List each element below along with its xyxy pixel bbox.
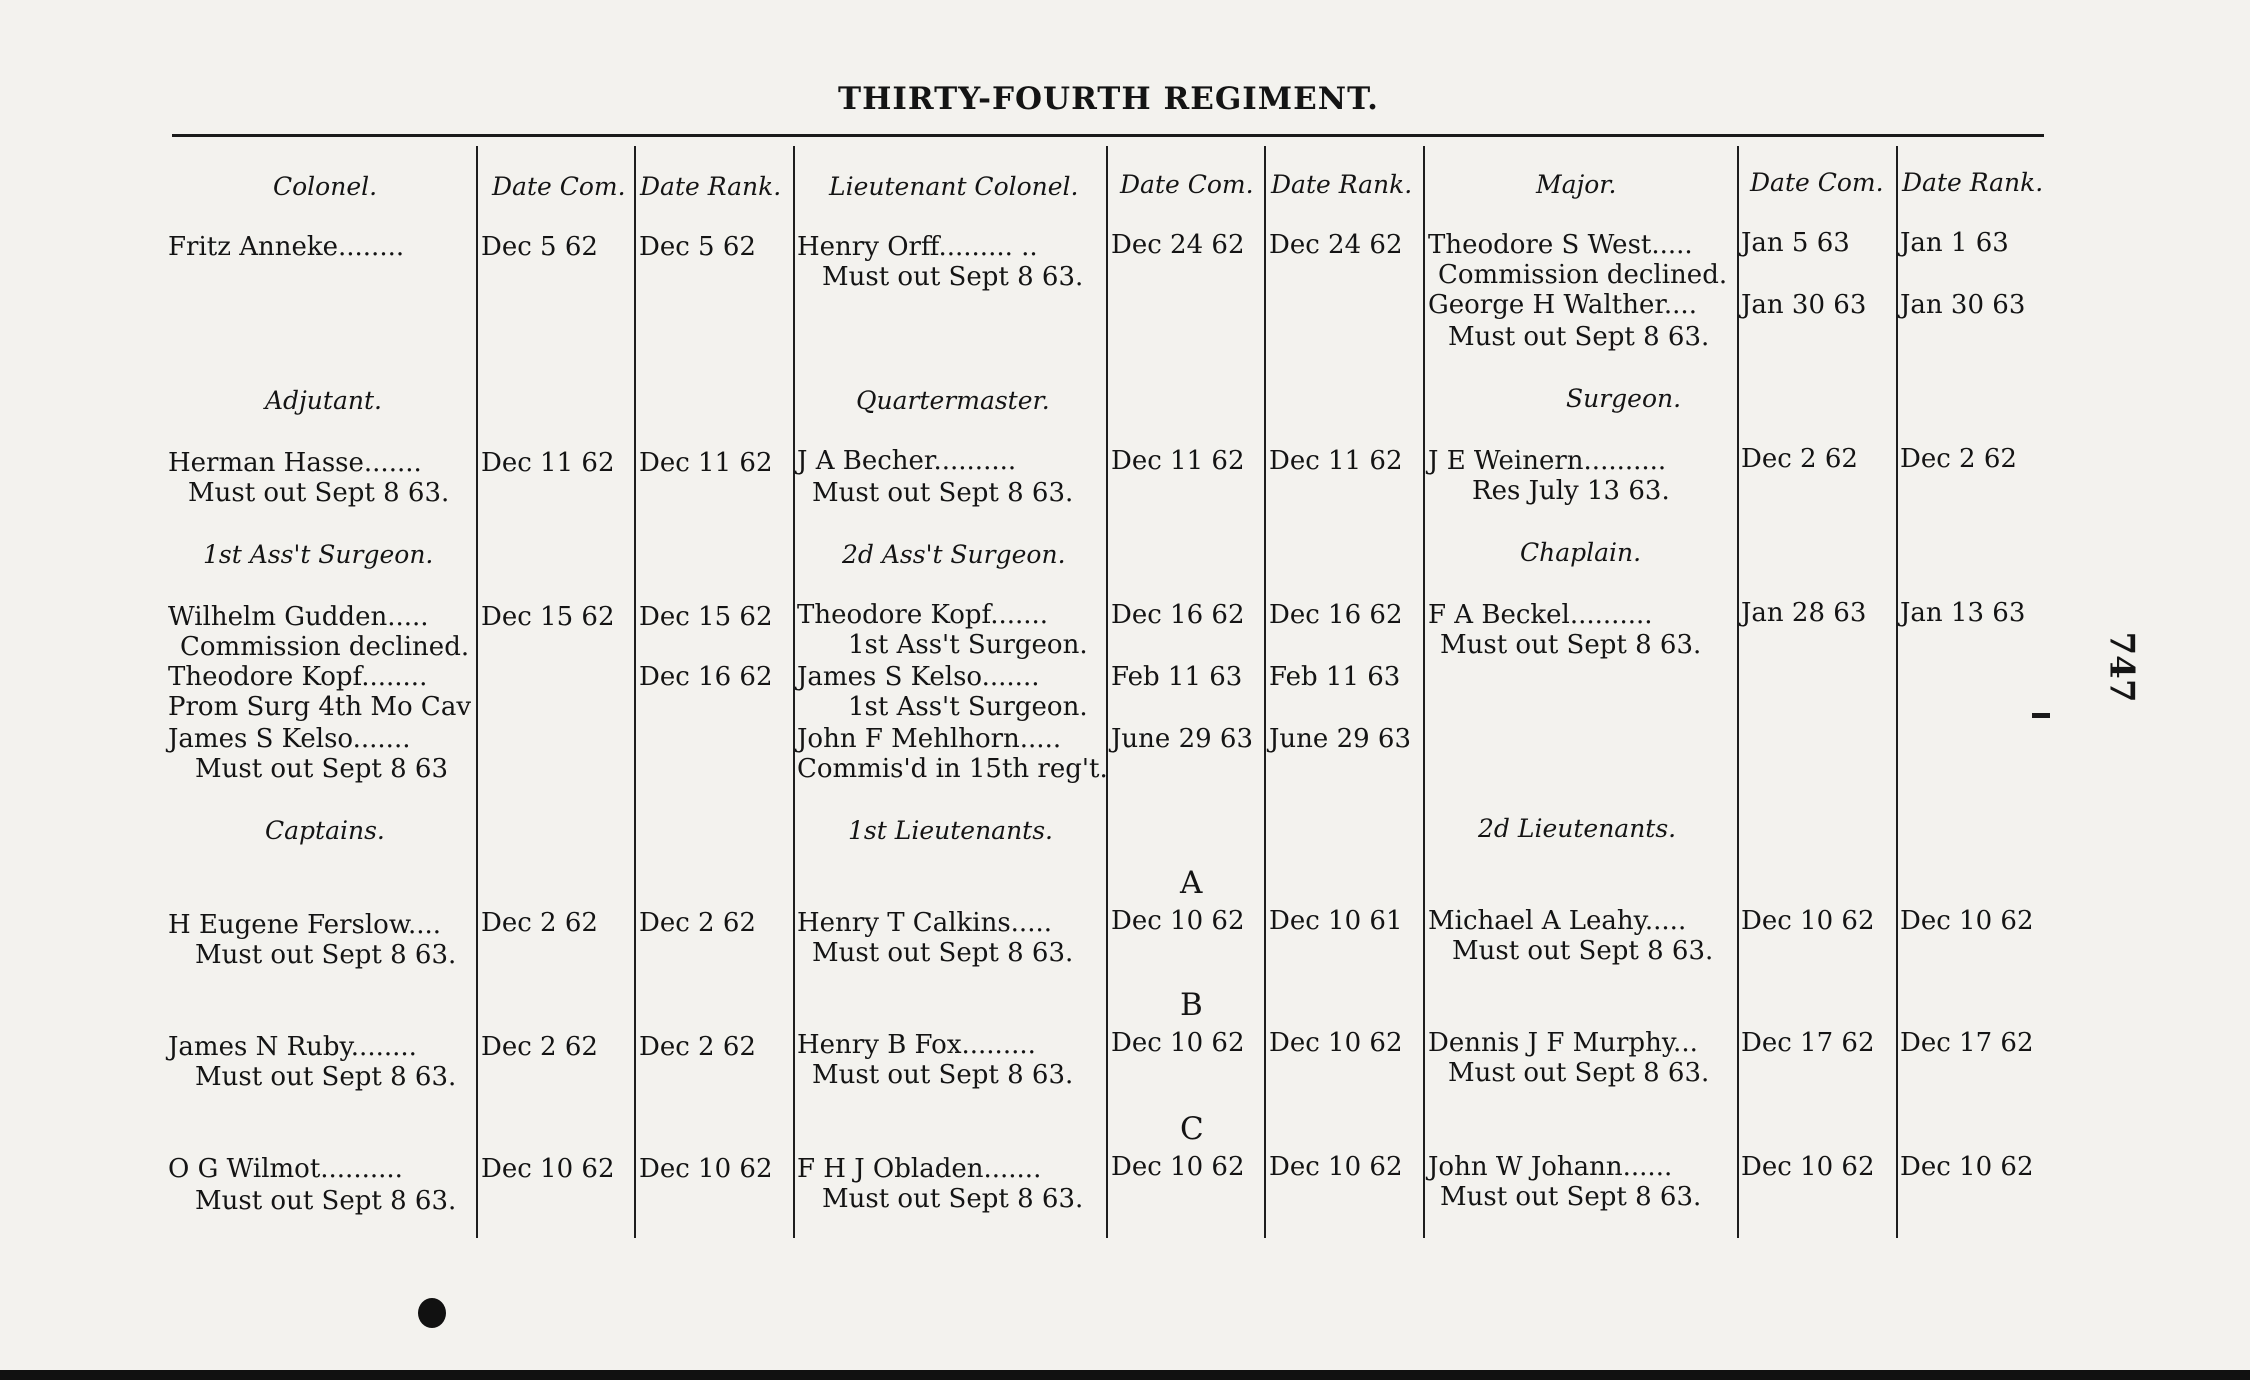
cell-date: Dec 5 62 [639,232,756,262]
cell-name: Theodore S West..... [1428,230,1693,260]
cell-name: James N Ruby........ [168,1032,417,1062]
company-letter: A [1180,865,1203,901]
cell-name: J E Weinern.......... [1428,446,1667,476]
cell-date: Dec 10 62 [1111,1152,1245,1182]
cell-name: John F Mehlhorn..... [797,724,1062,754]
cell-note: Must out Sept 8 63. [822,1184,1084,1214]
column-divider [1896,146,1898,1238]
header-chaplain: Chaplain. [1520,538,1642,567]
cell-name: George H Walther.... [1428,290,1697,320]
cell-name: Henry T Calkins..... [797,908,1052,938]
cell-date: June 29 63 [1111,724,1253,754]
cell-date: Dec 10 62 [1111,906,1245,936]
cell-date: Dec 24 62 [1269,230,1403,260]
header-colonel: Colonel. [273,172,378,201]
cell-date: Dec 2 62 [639,908,756,938]
cell-note: Must out Sept 8 63. [812,478,1074,508]
cell-note: Must out Sept 8 63. [1440,630,1702,660]
cell-note: Res July 13 63. [1472,476,1670,506]
cell-note: Must out Sept 8 63. [188,478,450,508]
cell-date: Dec 2 62 [1900,444,2017,474]
cell-date: Dec 2 62 [481,908,598,938]
header-1st-lieutenants: 1st Lieutenants. [848,816,1053,845]
header-rule [172,134,2044,137]
cell-date: Dec 10 62 [1900,1152,2034,1182]
cell-date: Dec 11 62 [1111,446,1245,476]
header-date-rank: Date Rank. [1271,170,1413,199]
ink-blot [418,1298,446,1328]
cell-note: Must out Sept 8 63. [195,940,457,970]
cell-date: Dec 2 62 [1741,444,1858,474]
cell-date: Dec 16 62 [1111,600,1245,630]
cell-date: Dec 11 62 [639,448,773,478]
cell-date: Dec 10 62 [1900,906,2034,936]
cell-note: Must out Sept 8 63 [195,754,448,784]
header-date-rank: Date Rank. [640,172,782,201]
cell-date: Jan 30 63 [1741,290,1867,320]
page-number: 747 [2101,631,2142,703]
header-lt-colonel: Lieutenant Colonel. [829,172,1079,201]
cell-date: Dec 17 62 [1900,1028,2034,1058]
cell-note: Must out Sept 8 63. [822,262,1084,292]
cell-date: Feb 11 63 [1269,662,1401,692]
cell-note: Commission declined. [1438,260,1728,290]
header-quartermaster: Quartermaster. [856,386,1050,415]
cell-date: Dec 10 62 [481,1154,615,1184]
cell-note: Must out Sept 8 63. [195,1062,457,1092]
cell-name: F A Beckel.......... [1428,600,1653,630]
cell-date: Dec 15 62 [639,602,773,632]
cell-name: Wilhelm Gudden..... [168,602,429,632]
cell-name: Theodore Kopf....... [797,600,1049,630]
cell-date: Jan 1 63 [1900,228,2009,258]
header-date-com: Date Com. [492,172,626,201]
header-2d-lieutenants: 2d Lieutenants. [1478,814,1677,843]
cell-date: June 29 63 [1269,724,1411,754]
cell-note: 1st Ass't Surgeon. [848,630,1088,660]
cell-date: Dec 10 62 [1269,1028,1403,1058]
cell-date: Dec 10 62 [639,1154,773,1184]
cell-date: Jan 5 63 [1741,228,1850,258]
cell-note: Must out Sept 8 63. [812,1060,1074,1090]
cell-date: Dec 24 62 [1111,230,1245,260]
cell-date: Dec 5 62 [481,232,598,262]
header-captains: Captains. [265,816,385,845]
cell-date: Dec 16 62 [1269,600,1403,630]
cell-date: Feb 11 63 [1111,662,1243,692]
cell-name: James S Kelso....... [168,724,411,754]
page-title: THIRTY-FOURTH REGIMENT. [838,81,1379,117]
cell-date: Dec 10 62 [1111,1028,1245,1058]
cell-name: Theodore Kopf........ [168,662,428,692]
cell-date: Dec 2 62 [481,1032,598,1062]
header-adjutant: Adjutant. [265,386,382,415]
cell-note: Must out Sept 8 63. [812,938,1074,968]
cell-date: Dec 17 62 [1741,1028,1875,1058]
header-date-com: Date Com. [1750,168,1884,197]
cell-note: Commission declined. [180,632,470,662]
page-edge [0,1370,2250,1380]
cell-date: Dec 16 62 [639,662,773,692]
cell-date: Dec 10 62 [1741,906,1875,936]
header-date-rank: Date Rank. [1902,168,2044,197]
margin-mark [2032,713,2050,718]
cell-date: Dec 15 62 [481,602,615,632]
cell-note: Must out Sept 8 63. [1448,322,1710,352]
cell-name: H Eugene Ferslow.... [168,910,442,940]
cell-note: Must out Sept 8 63. [1452,936,1714,966]
column-divider [634,146,636,1238]
cell-date: Jan 30 63 [1900,290,2026,320]
header-2d-ass-surgeon: 2d Ass't Surgeon. [842,540,1066,569]
cell-date: Dec 2 62 [639,1032,756,1062]
header-date-com: Date Com. [1120,170,1254,199]
cell-date: Dec 10 61 [1269,906,1403,936]
cell-name: James S Kelso....... [797,662,1040,692]
column-divider [1106,146,1108,1238]
cell-note: Prom Surg 4th Mo Cav [168,692,472,722]
cell-date: Dec 11 62 [481,448,615,478]
company-letter: B [1180,987,1203,1023]
cell-date: Dec 10 62 [1741,1152,1875,1182]
cell-name: O G Wilmot.......... [168,1154,403,1184]
cell-date: Dec 10 62 [1269,1152,1403,1182]
company-letter: C [1180,1111,1204,1147]
cell-name: Henry B Fox......... [797,1030,1036,1060]
header-surgeon: Surgeon. [1566,384,1682,413]
cell-note: Must out Sept 8 63. [1448,1058,1710,1088]
cell-name: Herman Hasse....... [168,448,422,478]
cell-date: Dec 11 62 [1269,446,1403,476]
column-divider [1264,146,1266,1238]
column-divider [1423,146,1425,1238]
column-divider [793,146,795,1238]
column-divider [1737,146,1739,1238]
cell-note: 1st Ass't Surgeon. [848,692,1088,722]
column-divider [476,146,478,1238]
cell-name: Dennis J F Murphy... [1428,1028,1698,1058]
cell-name: F H J Obladen....... [797,1154,1042,1184]
cell-name: John W Johann...... [1428,1152,1673,1182]
cell-name: J A Becher.......... [797,446,1017,476]
cell-name: Fritz Anneke........ [168,232,405,262]
cell-note: Commis'd in 15th reg't. [797,754,1108,784]
header-1st-ass-surgeon: 1st Ass't Surgeon. [203,540,434,569]
header-major: Major. [1536,170,1617,199]
cell-date: Jan 28 63 [1741,598,1867,628]
cell-name: Henry Orff......... .. [797,232,1038,262]
cell-name: Michael A Leahy..... [1428,906,1687,936]
cell-date: Jan 13 63 [1900,598,2026,628]
cell-note: Must out Sept 8 63. [195,1186,457,1216]
cell-note: Must out Sept 8 63. [1440,1182,1702,1212]
